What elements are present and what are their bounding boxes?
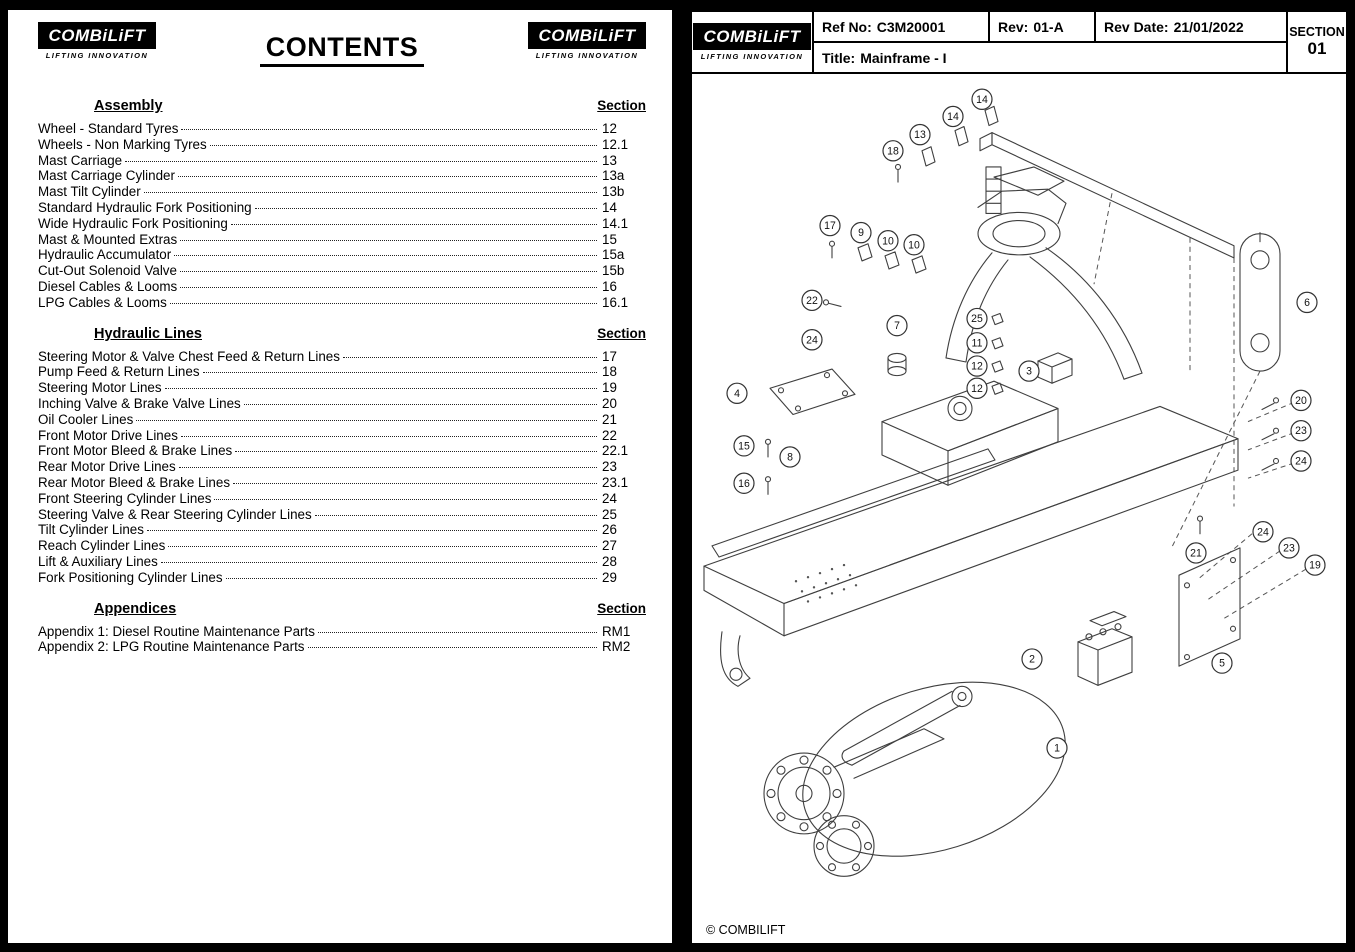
toc-entry-label: Mast Carriage — [38, 152, 123, 168]
toc-entry-label: Hydraulic Accumulator — [38, 247, 172, 263]
svg-text:13: 13 — [914, 129, 926, 142]
toc-entry[interactable] — [38, 412, 646, 428]
title-cell — [814, 43, 1286, 72]
header-logo-cell — [692, 12, 814, 72]
svg-text:24: 24 — [1295, 455, 1307, 468]
toc-entry-label: Mast Tilt Cylinder — [38, 184, 141, 200]
svg-text:6: 6 — [1304, 296, 1310, 309]
svg-text:3: 3 — [1026, 365, 1032, 378]
svg-text:7: 7 — [894, 320, 900, 333]
leader-dots — [308, 647, 598, 648]
part-callout-balloon — [1019, 361, 1039, 381]
combilift-logo-box — [528, 22, 646, 49]
toc-entry[interactable] — [38, 475, 646, 491]
leader-dots — [181, 129, 597, 130]
toc-entry-section: 14 — [602, 199, 617, 215]
combilift-logo — [693, 23, 811, 61]
svg-text:1: 1 — [1054, 742, 1060, 755]
platform-dot-pattern — [795, 564, 857, 603]
toc-section-header — [38, 98, 646, 114]
table-of-contents — [38, 98, 646, 655]
part-callout-balloon — [1291, 390, 1311, 410]
combilift-logo-text: COMBiLiFT — [48, 26, 146, 45]
part-callout-balloon — [887, 316, 907, 336]
svg-text:14: 14 — [947, 110, 959, 123]
toc-entry-label: Wide Hydraulic Fork Positioning — [38, 215, 228, 231]
svg-text:18: 18 — [887, 145, 899, 158]
toc-entry-label: Rear Motor Drive Lines — [38, 459, 176, 475]
svg-text:16: 16 — [738, 477, 750, 490]
toc-entry-section: 23.1 — [602, 474, 629, 490]
exploded-view-area — [692, 74, 1346, 943]
toc-entry[interactable] — [38, 184, 646, 200]
part-callout-balloon — [1047, 738, 1067, 758]
toc-entry-section: 15b — [602, 263, 625, 279]
header-row-1 — [814, 12, 1286, 43]
toc-entry[interactable] — [38, 428, 646, 444]
title-value: Mainframe - I — [860, 49, 947, 66]
leader-dots — [180, 287, 597, 288]
title-label: Title: — [822, 49, 856, 66]
part-callout-balloon — [734, 473, 754, 493]
toc-entry[interactable] — [38, 507, 646, 523]
toc-entry[interactable] — [38, 137, 646, 153]
toc-entry-section: 29 — [602, 569, 617, 585]
rev-value: 01-A — [1033, 18, 1064, 35]
svg-text:21: 21 — [1190, 547, 1202, 560]
toc-entry[interactable] — [38, 153, 646, 169]
toc-entry-section: 12 — [602, 121, 617, 136]
toc-entry-section: 22.1 — [602, 443, 629, 459]
leader-dots — [178, 176, 597, 177]
leader-dots — [210, 145, 597, 146]
section-column-label: Section — [597, 98, 646, 113]
svg-text:22: 22 — [806, 294, 818, 307]
part-callout-balloon — [967, 308, 987, 328]
combilift-logo — [528, 22, 646, 60]
combilift-logo — [38, 22, 156, 60]
toc-entry-section: 17 — [602, 348, 617, 364]
page-title-wrap — [156, 22, 528, 67]
part-callout-balloon — [820, 215, 840, 235]
toc-entry-section: 27 — [602, 538, 617, 554]
combilift-logo-box — [693, 23, 811, 50]
toc-entry-label: Appendix 1: Diesel Routine Maintenance Parts — [38, 623, 315, 639]
toc-entry-section: 16.1 — [602, 294, 629, 310]
rev-cell — [990, 12, 1096, 41]
toc-entry-label: Oil Cooler Lines — [38, 411, 134, 427]
svg-text:15: 15 — [738, 440, 750, 453]
part-callout-balloon — [1253, 522, 1273, 542]
section-column-label: Section — [597, 325, 646, 341]
rev-date-value: 21/01/2022 — [1173, 18, 1244, 35]
diagram-linework — [704, 106, 1280, 886]
part-callout-balloon — [727, 383, 747, 403]
toc-section-header — [38, 326, 646, 342]
leader-dots — [180, 240, 597, 241]
diagram-page — [690, 10, 1348, 945]
part-callout-balloon — [1291, 421, 1311, 441]
toc-entry[interactable] — [38, 459, 646, 475]
toc-entry-label: Reach Cylinder Lines — [38, 538, 166, 554]
part-callout-balloon — [1279, 538, 1299, 558]
toc-entry-label: Front Steering Cylinder Lines — [38, 490, 212, 506]
section-heading: Appendices — [94, 600, 177, 617]
toc-entry-label: Wheel - Standard Tyres — [38, 121, 179, 136]
toc-entry-section: 15a — [602, 247, 625, 263]
combilift-logo-text: COMBiLiFT — [703, 27, 801, 46]
toc-entry[interactable] — [38, 639, 646, 655]
toc-entry[interactable] — [38, 491, 646, 507]
rev-label: Rev: — [998, 18, 1029, 35]
part-callout-balloon — [1291, 451, 1311, 471]
toc-entry[interactable] — [38, 295, 646, 311]
toc-entry[interactable] — [38, 522, 646, 538]
part-callout-balloon — [883, 141, 903, 161]
leader-dots — [174, 255, 597, 256]
toc-entry-label: Appendix 2: LPG Routine Maintenance Parts — [38, 639, 305, 655]
ref-no-cell — [814, 12, 990, 41]
leader-dots — [231, 224, 597, 225]
toc-entry-section: 15 — [602, 231, 617, 247]
part-callout-balloon — [904, 235, 924, 255]
svg-text:23: 23 — [1283, 542, 1295, 555]
part-callout-balloon — [734, 436, 754, 456]
leader-dots — [144, 192, 597, 193]
toc-entry-label: Tilt Cylinder Lines — [38, 522, 144, 538]
svg-text:4: 4 — [734, 387, 740, 400]
toc-entry-section: 16 — [602, 278, 617, 294]
toc-entry-section: 23 — [602, 459, 617, 475]
part-callout-balloon — [967, 356, 987, 376]
part-callout-balloon — [878, 231, 898, 251]
toc-entry[interactable] — [38, 443, 646, 459]
toc-entry-label: Front Motor Bleed & Brake Lines — [38, 443, 233, 459]
diagram-header — [692, 12, 1346, 74]
rev-date-label: Rev Date: — [1104, 18, 1169, 35]
toc-entry[interactable] — [38, 263, 646, 279]
svg-text:12: 12 — [971, 382, 983, 395]
leader-dots — [170, 303, 597, 304]
toc-entry-section: 21 — [602, 411, 617, 427]
leader-dots — [161, 562, 597, 563]
leader-dots — [233, 483, 597, 484]
leader-dots — [168, 546, 597, 547]
svg-text:12: 12 — [971, 360, 983, 373]
part-callout-balloon — [802, 330, 822, 350]
toc-entry-section: 20 — [602, 395, 617, 411]
ref-no-label: Ref No: — [822, 18, 872, 35]
toc-entry-label: Mast & Mounted Extras — [38, 231, 178, 247]
leader-dots — [244, 404, 597, 405]
toc-entry-label: Wheels - Non Marking Tyres — [38, 136, 207, 152]
svg-text:24: 24 — [806, 334, 818, 347]
combilift-logo-tagline: LIFTING INNOVATION — [45, 51, 149, 60]
leader-dots — [315, 515, 597, 516]
section-heading: Hydraulic Lines — [94, 325, 202, 342]
toc-entry-label: LPG Cables & Looms — [38, 294, 167, 310]
toc-entry-label: Diesel Cables & Looms — [38, 278, 178, 294]
toc-entry-section: 18 — [602, 364, 617, 380]
svg-text:5: 5 — [1219, 657, 1225, 670]
svg-text:23: 23 — [1295, 425, 1307, 438]
toc-entry-section: 24 — [602, 490, 617, 506]
part-callout-balloon — [851, 223, 871, 243]
toc-entry-label: Rear Motor Bleed & Brake Lines — [38, 474, 231, 490]
leader-dots — [214, 499, 597, 500]
part-callout-balloon — [943, 106, 963, 126]
part-callout-balloon — [1186, 543, 1206, 563]
leader-dots — [343, 357, 597, 358]
toc-entry-section: 13 — [602, 152, 617, 168]
toc-entry[interactable] — [38, 570, 646, 586]
contents-page — [8, 10, 672, 943]
toc-entry-section: 28 — [602, 553, 617, 569]
svg-text:9: 9 — [858, 227, 864, 240]
toc-entry-section: 25 — [602, 506, 617, 522]
part-callout-balloon — [967, 378, 987, 398]
rev-date-cell — [1096, 12, 1286, 41]
toc-entry-section: RM2 — [602, 639, 631, 655]
svg-text:20: 20 — [1295, 394, 1307, 407]
toc-entry-label: Front Motor Drive Lines — [38, 427, 178, 443]
combilift-logo-text: COMBiLiFT — [538, 26, 636, 45]
combilift-logo-tagline: LIFTING INNOVATION — [700, 52, 804, 61]
toc-entry-section: 26 — [602, 522, 617, 538]
part-callout-balloon — [1022, 649, 1042, 669]
leader-dots — [125, 161, 597, 162]
part-callout-balloon — [910, 125, 930, 145]
section-cell — [1286, 12, 1346, 72]
toc-entry-section: 12.1 — [602, 136, 629, 152]
leader-dots — [147, 530, 597, 531]
leader-dots — [181, 436, 597, 437]
svg-text:25: 25 — [971, 313, 983, 326]
toc-entry-label: Mast Carriage Cylinder — [38, 168, 175, 184]
part-callout-balloon — [1297, 292, 1317, 312]
leader-dots — [318, 632, 597, 633]
part-callout-balloon — [967, 333, 987, 353]
toc-entry[interactable] — [38, 349, 646, 365]
toc-entry[interactable] — [38, 396, 646, 412]
toc-entry[interactable] — [38, 380, 646, 396]
toc-section-header — [38, 601, 646, 617]
page-title: CONTENTS — [260, 32, 425, 67]
leader-dots — [226, 578, 597, 579]
svg-text:2: 2 — [1029, 653, 1035, 666]
toc-entry-section: RM1 — [602, 623, 631, 639]
toc-entry-label: Lift & Auxiliary Lines — [38, 553, 158, 569]
leader-dots — [179, 467, 597, 468]
svg-text:24: 24 — [1257, 526, 1269, 539]
toc-entry-label: Pump Feed & Return Lines — [38, 364, 200, 380]
svg-text:10: 10 — [882, 235, 894, 248]
leader-dots — [235, 451, 597, 452]
toc-entry[interactable] — [38, 200, 646, 216]
part-callout-balloon — [780, 447, 800, 467]
toc-entry[interactable] — [38, 538, 646, 554]
toc-entry[interactable] — [38, 554, 646, 570]
toc-entry-section: 13a — [602, 168, 625, 184]
section-column-label: Section — [597, 600, 646, 616]
part-callout-balloon — [802, 290, 822, 310]
section-number: 01 — [1307, 39, 1327, 59]
toc-entry-label: Steering Valve & Rear Steering Cylinder Lines — [38, 506, 312, 522]
leader-dots — [255, 208, 597, 209]
toc-entry[interactable] — [38, 247, 646, 263]
toc-entry[interactable] — [38, 232, 646, 248]
svg-text:8: 8 — [787, 451, 793, 464]
ref-no-value: C3M20001 — [876, 18, 946, 35]
toc-entry-section: 13b — [602, 184, 625, 200]
section-heading: Assembly — [94, 98, 163, 114]
toc-entry-label: Inching Valve & Brake Valve Lines — [38, 395, 241, 411]
toc-entry-section: 22 — [602, 427, 617, 443]
toc-entry[interactable] — [38, 121, 646, 137]
toc-entry[interactable] — [38, 279, 646, 295]
part-callout-balloon — [1212, 653, 1232, 673]
toc-entry-label: Standard Hydraulic Fork Positioning — [38, 199, 252, 215]
toc-entry-label: Cut-Out Solenoid Valve — [38, 263, 177, 279]
exploded-diagram — [692, 74, 1346, 943]
svg-text:17: 17 — [824, 220, 836, 233]
toc-entry-label: Steering Motor & Valve Chest Feed & Return Lines — [38, 348, 340, 364]
svg-text:10: 10 — [908, 239, 920, 252]
svg-text:11: 11 — [971, 337, 983, 350]
header-fields — [814, 12, 1286, 72]
toc-entry[interactable] — [38, 364, 646, 380]
leader-dots — [180, 271, 597, 272]
toc-entry-label: Fork Positioning Cylinder Lines — [38, 569, 223, 585]
balloon-layer — [727, 89, 1325, 758]
toc-entry[interactable] — [38, 624, 646, 640]
leader-dots — [165, 388, 597, 389]
toc-entry-section: 14.1 — [602, 215, 629, 231]
section-label: SECTION — [1289, 25, 1345, 40]
toc-entry[interactable] — [38, 168, 646, 184]
contents-header — [38, 22, 646, 94]
svg-text:19: 19 — [1309, 559, 1321, 572]
part-callout-balloon — [1305, 555, 1325, 575]
toc-entry[interactable] — [38, 216, 646, 232]
part-callout-balloon — [972, 89, 992, 109]
combilift-logo-tagline: LIFTING INNOVATION — [535, 51, 639, 60]
combilift-logo-box — [38, 22, 156, 49]
copyright-footer: © COMBILIFT — [706, 923, 786, 937]
toc-entry-label: Steering Motor Lines — [38, 380, 162, 396]
leader-dots — [136, 420, 597, 421]
toc-entry-section: 19 — [602, 380, 617, 396]
svg-text:14: 14 — [976, 93, 988, 106]
leader-dots — [203, 372, 597, 373]
